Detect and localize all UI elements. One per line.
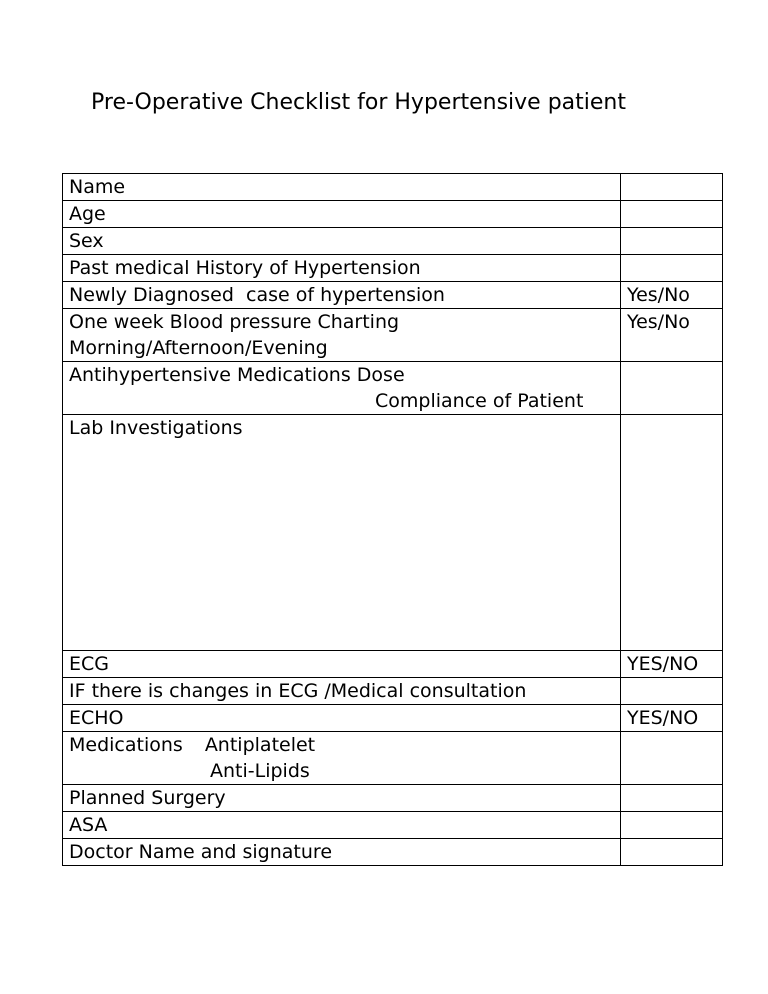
row-newly-diagnosed [63,282,723,309]
row-sex [63,228,723,255]
row-doctor [63,839,723,866]
row-sex-label: Sex [63,228,621,255]
bp-charting-line1: One week Blood pressure Charting [69,311,400,333]
row-past-history [63,255,723,282]
row-planned-surgery-answer[interactable] [621,785,723,812]
row-newly-diagnosed-answer[interactable]: Yes/No [621,282,723,309]
row-age [63,201,723,228]
row-name-label: Name [63,174,621,201]
row-antihypertensive-answer[interactable] [621,362,723,415]
row-past-history-answer[interactable] [621,255,723,282]
row-asa-answer[interactable] [621,812,723,839]
medications-item-antilipids: Anti-Lipids [210,760,310,782]
row-planned-surgery [63,785,723,812]
row-asa [63,812,723,839]
row-echo-label: ECHO [63,705,621,732]
checklist-table [62,173,723,866]
row-echo-answer[interactable]: YES/NO [621,705,723,732]
row-medications [63,732,723,785]
row-bp-charting-label-cell [63,309,621,362]
antihypertensive-line2: Compliance of Patient [375,390,584,412]
row-asa-label: ASA [63,812,621,839]
row-planned-surgery-label: Planned Surgery [63,785,621,812]
row-medications-answer[interactable] [621,732,723,785]
row-ecg-changes-answer[interactable] [621,678,723,705]
row-ecg-changes-label: IF there is changes in ECG /Medical consultation [63,678,621,705]
row-name [63,174,723,201]
row-age-label: Age [63,201,621,228]
row-medications-label-cell [63,732,621,785]
row-sex-answer[interactable] [621,228,723,255]
row-antihypertensive [63,362,723,415]
row-antihypertensive-label-cell [63,362,621,415]
row-ecg-label: ECG [63,651,621,678]
row-age-answer[interactable] [621,201,723,228]
medications-item-antiplatelet: Antiplatelet [204,734,316,756]
page-title: Pre-Operative Checklist for Hypertensive patient [91,90,627,115]
antihypertensive-line1: Antihypertensive Medications Dose [69,364,405,386]
row-doctor-answer[interactable] [621,839,723,866]
row-name-answer[interactable] [621,174,723,201]
row-ecg-answer[interactable]: YES/NO [621,651,723,678]
row-bp-charting-answer[interactable]: Yes/No [621,309,723,362]
medications-line1 [69,732,614,758]
row-echo [63,705,723,732]
row-ecg [63,651,723,678]
row-bp-charting [63,309,723,362]
row-doctor-label: Doctor Name and signature [63,839,621,866]
row-lab-answer[interactable] [621,415,723,651]
bp-charting-line2: Morning/Afternoon/Evening [69,337,328,359]
row-past-history-label: Past medical History of Hypertension [63,255,621,282]
row-lab [63,415,723,651]
row-newly-diagnosed-label: Newly Diagnosed case of hypertension [63,282,621,309]
medications-label: Medications [69,734,183,756]
row-ecg-changes [63,678,723,705]
row-lab-label: Lab Investigations [63,415,621,651]
